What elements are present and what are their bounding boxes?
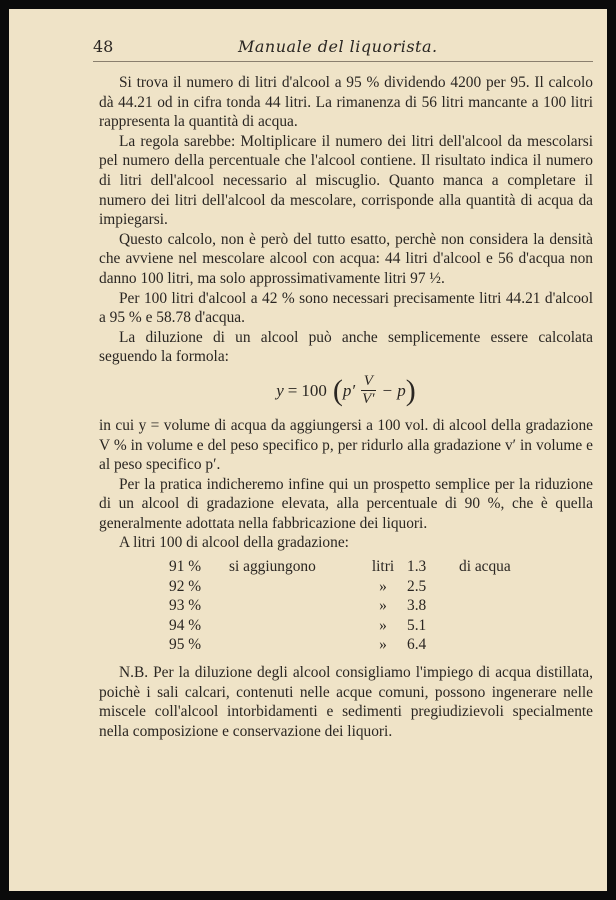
- grade-cell: 92 %: [169, 577, 202, 595]
- grade-cell: 93 %: [169, 597, 202, 615]
- formula-open-paren: (: [332, 373, 343, 407]
- fraction-denominator: V′: [362, 391, 375, 408]
- table-intro: A litri 100 di alcool della gradazione:: [119, 534, 349, 552]
- unit-cell: »: [379, 636, 387, 654]
- value-cell: 5.1: [407, 616, 427, 634]
- formula-close-paren: ): [405, 373, 416, 407]
- paragraph: Questo calcolo, non è però del tutto esatto, perchè non considera la densità che avviene nel mescolare alcool con acqua: 44 litri d'alcool e 56 d'acqua non danno 100 litri, ma solo approssimativamente litri 97 ½.: [99, 230, 593, 287]
- suffix-cell: [447, 596, 559, 616]
- table-row: [169, 577, 593, 597]
- formula-p-prime: p′: [342, 381, 356, 401]
- verb-cell: si aggiungono: [229, 558, 316, 576]
- page-body: [99, 73, 593, 741]
- unit-cell: »: [379, 597, 387, 615]
- grade-cell: 95 %: [169, 636, 202, 654]
- unit-cell: litri: [371, 558, 395, 576]
- suffix-cell: [447, 635, 559, 655]
- unit-cell: »: [379, 616, 387, 634]
- paragraph: Si trova il numero di litri d'alcool a 95 % dividendo 4200 per 95. Il calcolo dà 44.21 od in cifra tonda 44 litri. La rimanenza di 56 litri mancante a 100 litri rappresenta la quantità di acqua.: [99, 74, 593, 131]
- grade-cell: 91 %: [169, 558, 202, 576]
- verb-cell: [229, 635, 359, 655]
- value-cell: 3.8: [407, 597, 427, 615]
- practice-paragraph: Per la pratica indicheremo infine qui un prospetto semplice per la riduzione di un alcool di gradazione elevata, alla percentuale di 90 %, che è quella generalmente adottata nella fabbricazione dei liquori.: [99, 475, 593, 532]
- paragraph: Per 100 litri d'alcool a 42 % sono necessari precisamente litri 44.21 d'alcool a 95 % e 58.78 d'acqua.: [99, 289, 593, 327]
- formula-coefficient: 100: [301, 381, 327, 401]
- running-title: Manuale del liquorista.: [238, 37, 438, 56]
- formula-minus-p: − p: [381, 381, 406, 401]
- formula-explanation: in cui y = volume di acqua da aggiungersi a 100 vol. di alcool della gradazione V % in volume e del peso specifico p, per ridurlo alla gradazione v′ in volume e al peso specifico p′.: [99, 416, 593, 474]
- paragraph: La diluzione di un alcool può anche semplicemente essere calcolata seguendo la formola:: [99, 328, 593, 366]
- grade-cell: 94 %: [169, 616, 202, 634]
- value-cell: 6.4: [407, 636, 427, 654]
- value-cell: 1.3: [407, 558, 427, 576]
- formula-lhs: y: [276, 381, 284, 401]
- unit-cell: »: [379, 577, 387, 595]
- table-row: [169, 557, 593, 577]
- formula-fraction: [359, 374, 377, 407]
- dilution-formula: [99, 369, 593, 413]
- formula-equals: =: [287, 381, 298, 401]
- table-row: [169, 596, 593, 616]
- verb-cell: [229, 616, 359, 636]
- value-cell: 2.5: [407, 577, 427, 595]
- verb-cell: [229, 596, 359, 616]
- note-paragraph: N.B. Per la diluzione degli alcool consigliamo l'impiego di acqua distillata, poichè i sali calcari, contenuti nelle acque comuni, possono ingenerare nelle miscele coll'alcool intorbidamenti e sedimenti pregiudizievoli specialmente nella composizione e conservazione dei liquori.: [99, 664, 593, 740]
- book-page: [9, 9, 607, 891]
- suffix-cell: di acqua: [459, 558, 511, 576]
- table-row: [169, 616, 593, 636]
- dilution-table: [169, 557, 593, 655]
- paragraph: La regola sarebbe: Moltiplicare il numero dei litri dell'alcool da mescolarsi pel numero della percentuale che l'alcool contiene. Il risultato indica il numero di litri dell'alcool necessario al miscuglio. Quanto manca a completare il numero dei litri dell'alcool da mescolare, corrisponde alla quantità di acqua da impiegarsi.: [99, 132, 593, 229]
- page-number: 48: [93, 37, 114, 56]
- verb-cell: [229, 577, 359, 597]
- fraction-numerator: V: [361, 374, 376, 391]
- page-header: [93, 37, 593, 62]
- suffix-cell: [447, 616, 559, 636]
- table-row: [169, 635, 593, 655]
- suffix-cell: [447, 577, 559, 597]
